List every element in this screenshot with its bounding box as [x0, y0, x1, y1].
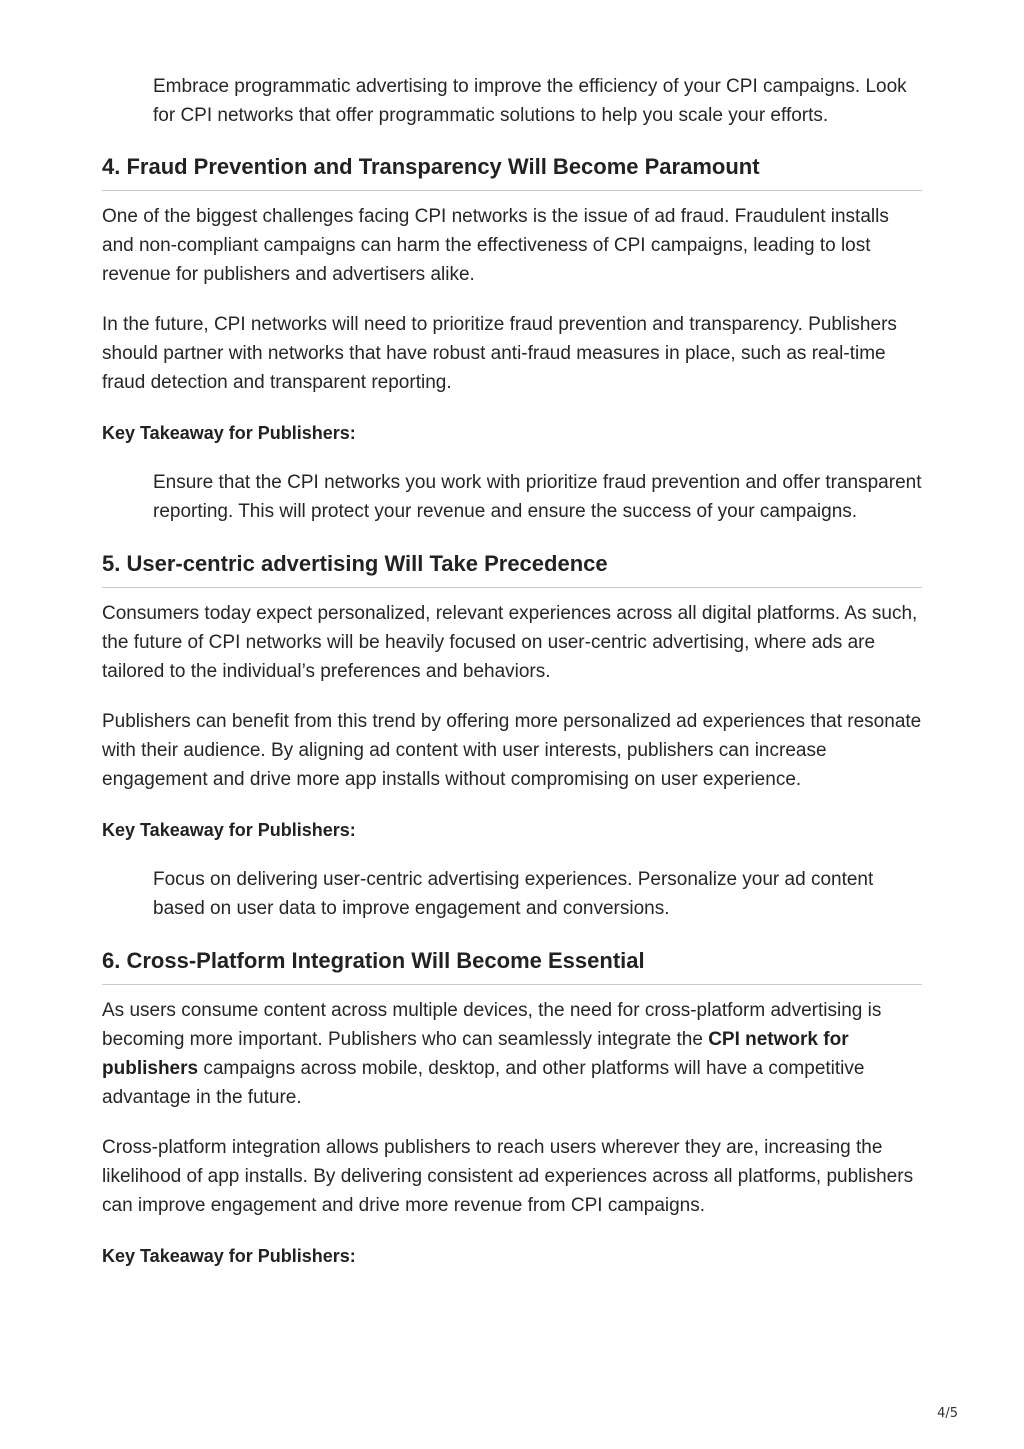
- section-4-heading: 4. Fraud Prevention and Transparency Will Become Paramount: [102, 153, 922, 191]
- section-6-paragraph-2: Cross-platform integration allows publishers to reach users wherever they are, increasing the likelihood of app installs. By delivering consistent ad experiences across all platforms, publishers can improve engagement and drive more revenue from CPI campaigns.: [102, 1137, 914, 1216]
- section-6-key-takeaway-label: Key Takeaway for Publishers:: [102, 1246, 356, 1266]
- intro-quote: Embrace programmatic advertising to improve the efficiency of your CPI campaigns. Look for CPI networks that offer programmatic solutions to help you scale your efforts.: [153, 76, 907, 126]
- section-4-key-takeaway-label: Key Takeaway for Publishers:: [102, 423, 356, 443]
- section-4-key-takeaway: Ensure that the CPI networks you work with prioritize fraud prevention and offer transparent reporting. This will protect your revenue and ensure the success of your campaigns.: [153, 472, 922, 522]
- section-5-key-takeaway: Focus on delivering user-centric advertising experiences. Personalize your ad content based on user data to improve engagement and conversions.: [153, 869, 874, 919]
- section-4-body: [102, 202, 922, 397]
- section-5-key-takeaway-label: Key Takeaway for Publishers:: [102, 820, 356, 840]
- document-page: [102, 66, 922, 1269]
- page-number: 4/5: [937, 1406, 958, 1421]
- section-6-paragraph-1-text-b: campaigns across mobile, desktop, and other platforms will have a competitive advantage in the future.: [102, 1058, 865, 1108]
- cpi-network-link-text: CPI network for publishers: [102, 1029, 849, 1079]
- section-6-paragraph-1-text-a: As users consume content across multiple devices, the need for cross-platform advertising is becoming more important. Publishers who can seamlessly integrate the: [102, 1000, 882, 1050]
- section-6-heading: 6. Cross-Platform Integration Will Become Essential: [102, 947, 922, 985]
- section-5-paragraph-2: Publishers can benefit from this trend by offering more personalized ad experiences that resonate with their audience. By aligning ad content with user interests, publishers can increase engagement and drive more app installs without compromising on user experience.: [102, 711, 922, 790]
- section-6-body: [102, 996, 922, 1220]
- section-6-paragraph-1: [102, 996, 922, 1112]
- section-4-paragraph-2: In the future, CPI networks will need to prioritize fraud prevention and transparency. Publishers should partner with networks that have robust anti-fraud measures in place, such as real-time fraud detection and transparent reporting.: [102, 314, 897, 393]
- section-5-heading: 5. User-centric advertising Will Take Precedence: [102, 550, 922, 588]
- section-5-body: [102, 599, 922, 794]
- section-5-paragraph-1: Consumers today expect personalized, relevant experiences across all digital platforms. As such, the future of CPI networks will be heavily focused on user-centric advertising, where ads are tailored to the individual’s preferences and behaviors.: [102, 603, 918, 682]
- section-4-paragraph-1: One of the biggest challenges facing CPI networks is the issue of ad fraud. Fraudulent installs and non-compliant campaigns can harm the effectiveness of CPI campaigns, leading to lost revenue for publishers and advertisers alike.: [102, 206, 889, 285]
